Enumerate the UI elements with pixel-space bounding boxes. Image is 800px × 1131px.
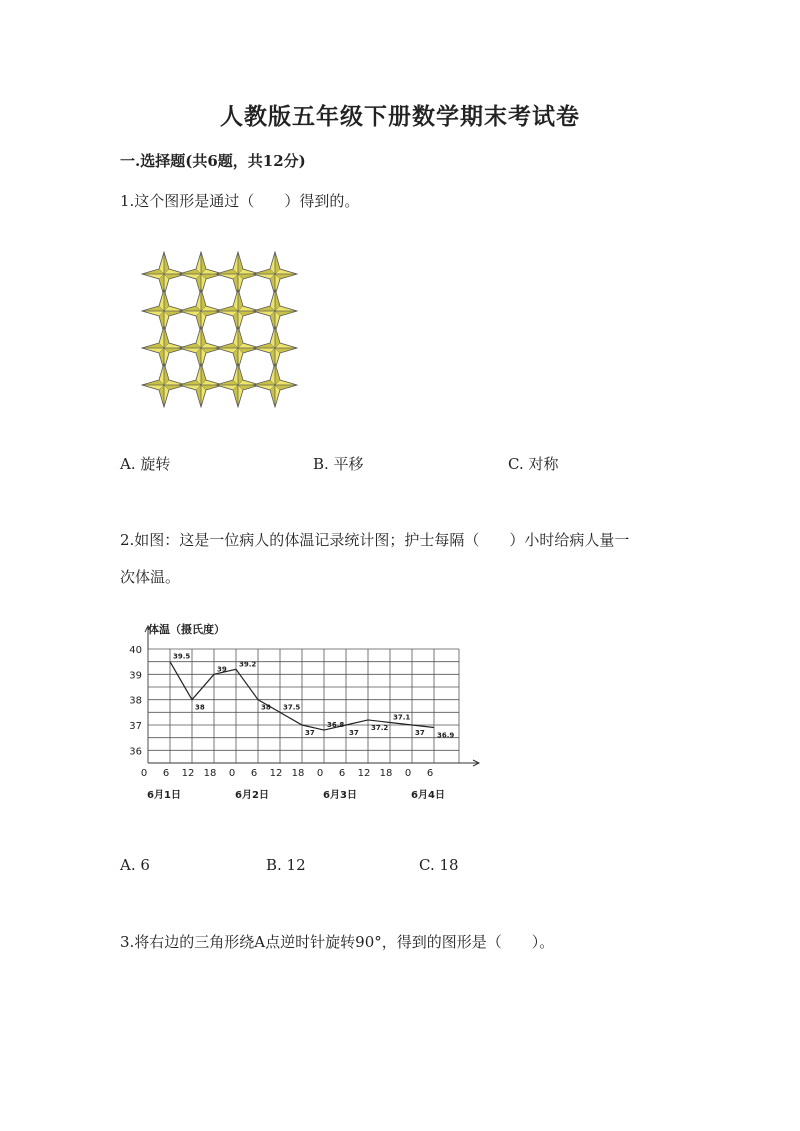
x-tick-label: 12 [269, 768, 283, 779]
chart-title: 体温（摄氏度） [148, 623, 225, 636]
x-tick-label: 6 [426, 768, 434, 779]
data-label: 37.2 [371, 723, 389, 732]
x-tick-label: 18 [203, 768, 217, 779]
x-tick-label: 6 [338, 768, 346, 779]
data-label: 39.5 [173, 652, 191, 661]
x-tick-label: 12 [357, 768, 371, 779]
x-tick-label: 0 [228, 768, 236, 779]
question-2-text-line2: 次体温。 [120, 568, 181, 586]
x-tick-label: 0 [404, 768, 412, 779]
q1-option-b[interactable]: B. 平移 [313, 455, 364, 473]
data-label: 37 [349, 729, 359, 737]
temperature-line-chart [118, 615, 528, 810]
page-title: 人教版五年级下册数学期末考试卷 [220, 103, 580, 130]
q2-option-a[interactable]: A. 6 [120, 856, 150, 874]
x-tick-label: 18 [379, 768, 393, 779]
rotation-pattern-figure [140, 250, 310, 410]
question-1-text: 1.这个图形是通过（ ）得到的。 [120, 192, 360, 210]
q1-option-a[interactable]: A. 旋转 [120, 455, 171, 473]
x-tick-label: 0 [316, 768, 324, 779]
data-label: 37 [415, 729, 425, 737]
data-label: 36.9 [437, 731, 455, 740]
data-label: 39.2 [239, 660, 257, 669]
x-tick-label: 0 [140, 768, 148, 779]
data-label: 38 [261, 703, 271, 712]
day-label: 6月1日 [147, 790, 181, 801]
y-tick-label: 40 [129, 645, 142, 656]
data-label: 37 [305, 729, 315, 737]
question-2-text-line1: 2.如图：这是一位病人的体温记录统计图；护士每隔（ ）小时给病人量一 [120, 531, 630, 549]
star-tile [253, 363, 297, 407]
x-tick-label: 6 [250, 768, 258, 779]
x-tick-label: 6 [162, 768, 170, 779]
x-tick-label: 12 [181, 768, 195, 779]
y-tick-label: 39 [129, 670, 142, 682]
data-label: 37.5 [283, 703, 301, 712]
day-label: 6月4日 [411, 790, 445, 801]
section-heading: 一.选择题(共6题，共12分) [120, 152, 306, 170]
q2-option-c[interactable]: C. 18 [419, 856, 459, 874]
y-tick-label: 38 [129, 695, 142, 707]
data-label: 37.1 [393, 713, 411, 722]
data-label: 39 [217, 665, 227, 674]
day-label: 6月3日 [323, 790, 357, 801]
data-label: 38 [195, 703, 205, 712]
q1-option-c[interactable]: C. 对称 [508, 455, 559, 473]
question-3-text: 3.将右边的三角形绕A点逆时针旋转90°，得到的图形是（ ）。 [120, 933, 555, 951]
y-tick-label: 37 [129, 721, 142, 732]
day-label: 6月2日 [235, 790, 269, 801]
q2-option-b[interactable]: B. 12 [266, 856, 306, 874]
data-label: 36.8 [327, 721, 345, 730]
x-tick-label: 18 [291, 768, 305, 779]
y-tick-label: 36 [129, 746, 142, 758]
